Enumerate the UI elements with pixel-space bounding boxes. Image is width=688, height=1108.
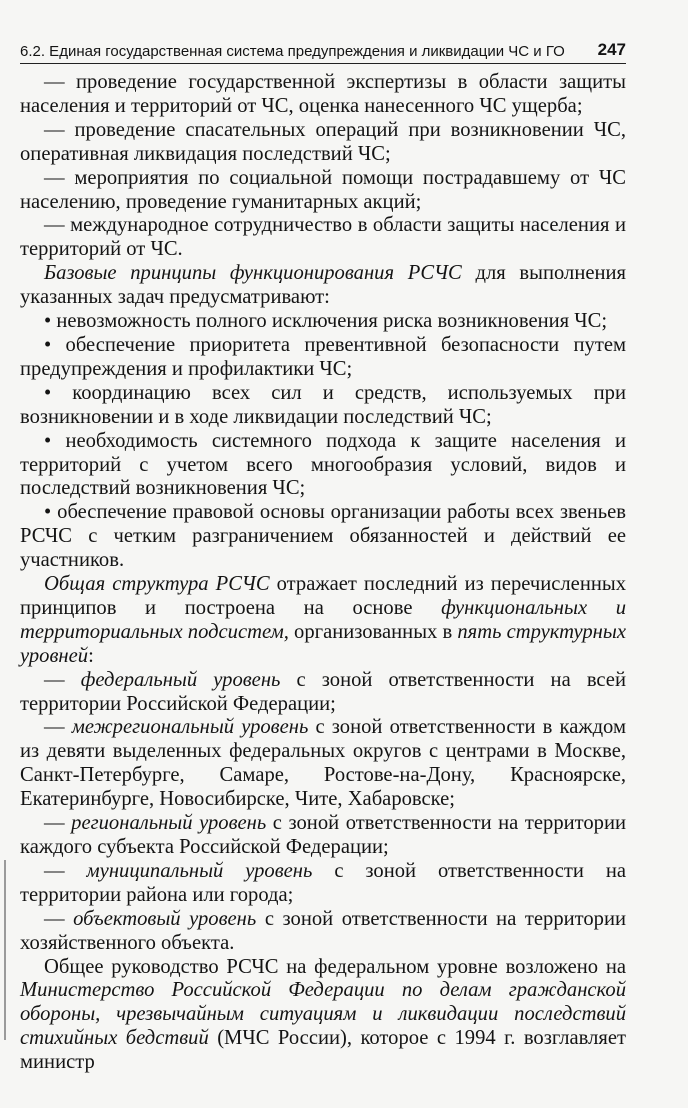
page-number: 247 bbox=[597, 40, 626, 59]
paragraph-general-management: Общее руководство РСЧС на федеральном уровне возложено на Министерство Российской Федерации по делам гражданской обороны, чрезвычайным ситуациям и ликвидации последствий стихийных бедствий (МЧС России), которое с 1994 г. возглавляет министр bbox=[20, 955, 626, 1074]
header-rule bbox=[20, 63, 626, 64]
bullet-systemic-approach: • необходимость системного подхода к защите населения и территорий с учетом всего многообразия условий, видов и последствий возникновения ЧС; bbox=[20, 430, 626, 502]
level-regional: — региональный уровень с зоной ответственности на территории каждого субъекта Российской Федерации; bbox=[20, 812, 626, 858]
level-municipal: — муниципальный уровень с зоной ответственности на территории района или города; bbox=[20, 859, 626, 906]
paragraph-rescue-operations: — проведение спасательных операций при возникновении ЧС, оперативная ликвидация последствий ЧС; bbox=[20, 118, 626, 165]
ministry-name: Министерство Российской Федерации по делам гражданской обороны, чрезвычайным ситуациям и ликвидации последствий стихийных бедствий bbox=[20, 979, 626, 1050]
paragraph-base-principles: Базовые принципы функционирования РСЧС для выполнения указанных задач предусматривают: bbox=[20, 262, 626, 309]
paragraph-international-cooperation: — международное сотрудничество в области защиты населения и территорий от ЧС. bbox=[20, 214, 626, 261]
bullet-risk-impossibility: • невозможность полного исключения риска возникновения ЧС; bbox=[20, 310, 626, 334]
level-federal: — федеральный уровень с зоной ответственности на всей территории Российской Федерации; bbox=[20, 668, 626, 715]
scan-edge-mark bbox=[4, 860, 6, 1040]
bullet-legal-basis: • обеспечение правовой основы организации работы всех звеньев РСЧС с четким разграничением обязанностей и действий ее участников. bbox=[20, 501, 626, 573]
level-object: — объектовый уровень с зоной ответственности на территории хозяйственного объекта. bbox=[20, 907, 627, 954]
paragraph-social-aid: — мероприятия по социальной помощи пострадавшему от ЧС населению, проведение гуманитарных акций; bbox=[20, 166, 626, 213]
general-structure-term: Общая структура РСЧС bbox=[44, 573, 270, 596]
running-header bbox=[20, 36, 626, 60]
header-title: 6.2. Единая государственная система предупреждения и ликвидации ЧС и ГО bbox=[20, 43, 565, 60]
paragraph-state-expertise: — проведение государственной экспертизы в области защиты населения и территорий от ЧС, оценка нанесенного ЧС ущерба; bbox=[20, 71, 626, 117]
level-interregional: — межрегиональный уровень с зоной ответственности в каждом из девяти выделенных федеральных округов с центрами в Москве, Санкт-Петербурге, Самаре, Ростове-на-Дону, Красноярске, Екатеринбурге, Новосибирске, Чите, Хабаровске; bbox=[20, 716, 626, 811]
bullet-preventive-priority: • обеспечение приоритета превентивной безопасности путем предупреждения и профилактики ЧС; bbox=[20, 334, 626, 382]
base-principles-term: Базовые принципы функционирования РСЧС bbox=[44, 262, 462, 285]
bullet-coordination: • координацию всех сил и средств, используемых при возникновении и в ходе ликвидации последствий ЧС; bbox=[20, 382, 626, 430]
paragraph-general-structure: Общая структура РСЧС отражает последний из перечисленных принципов и построена на основе функциональных и территориальных подсистем, организованных в пять структурных уровней: bbox=[20, 573, 626, 667]
body-text bbox=[20, 71, 626, 1075]
